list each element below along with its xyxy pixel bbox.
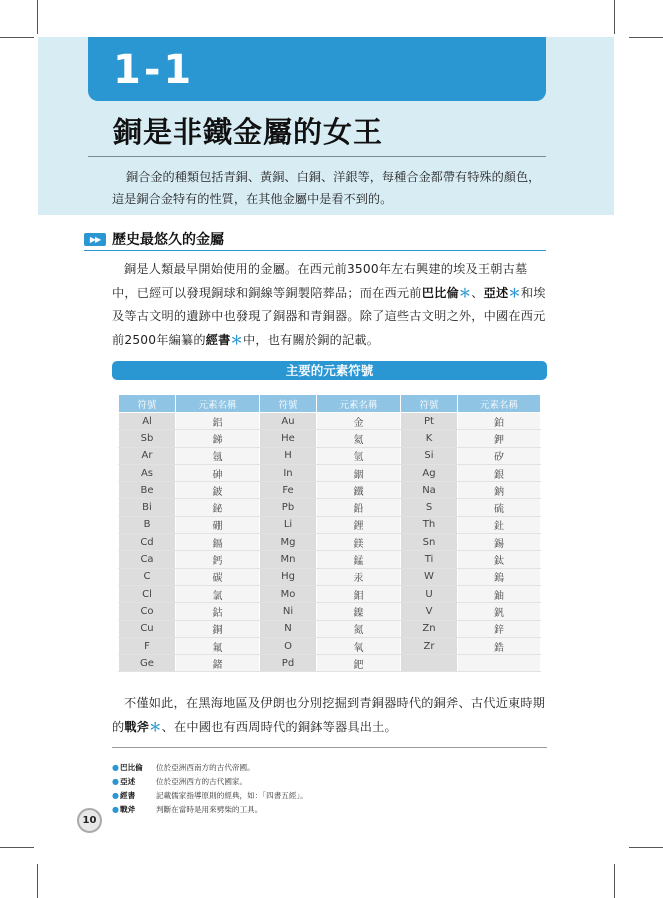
element-name-cell: 氧	[317, 637, 401, 654]
element-symbol-cell: Mg	[260, 534, 317, 551]
element-symbol-cell: N	[260, 620, 317, 637]
element-symbol-cell: Na	[401, 482, 458, 499]
element-name-cell: 釷	[458, 516, 541, 533]
table-row	[119, 447, 541, 464]
footnote-star: ＊	[149, 719, 162, 734]
element-name-cell: 氬	[176, 447, 260, 464]
element-name-cell: 鋯	[458, 637, 541, 654]
element-symbol-cell: Al	[119, 413, 176, 430]
element-name-cell: 銀	[458, 464, 541, 481]
element-symbol-cell	[401, 655, 458, 672]
element-symbol-cell: Mo	[260, 585, 317, 602]
term-assyria: 亞述	[483, 285, 509, 300]
chapter-number: 1-1	[113, 47, 195, 93]
table-row	[119, 516, 541, 533]
body-paragraph-1: 銅是人類最早開始使用的金屬。在西元前3500年左右興建的埃及王朝古墓中，已經可以發現銅球和銅線等銅製陪葬品；而在西元前巴比倫＊、亞述＊和埃及等古文明的遺跡中也發現了銅器和青銅器。除了這些古文明之外，中國在西元前2500年編纂的經書＊中，也有關於銅的記載。	[112, 262, 546, 347]
crop-mark	[37, 0, 38, 34]
element-name-cell: 鈹	[176, 482, 260, 499]
element-name-cell: 鈀	[317, 655, 401, 672]
footnote-term: 巴比倫	[120, 763, 143, 772]
section-underline	[84, 250, 546, 251]
element-name-cell: 錳	[317, 551, 401, 568]
element-name-cell: 鉀	[458, 430, 541, 447]
table-row	[119, 464, 541, 481]
table-row	[119, 655, 541, 672]
element-name-cell: 鈦	[458, 551, 541, 568]
element-name-cell: 氫	[317, 447, 401, 464]
element-symbol-cell: Co	[119, 603, 176, 620]
element-name-cell: 鈾	[458, 585, 541, 602]
element-symbol-cell: B	[119, 516, 176, 533]
element-name-cell: 鈷	[176, 603, 260, 620]
crop-mark	[629, 847, 663, 848]
element-symbol-cell: Th	[401, 516, 458, 533]
element-symbol-cell: V	[401, 603, 458, 620]
bullet-icon: ●	[112, 763, 119, 772]
element-symbol-cell: Zr	[401, 637, 458, 654]
element-symbol-cell: Hg	[260, 568, 317, 585]
element-symbol-cell: Be	[119, 482, 176, 499]
crop-mark	[37, 864, 38, 898]
element-name-cell: 硫	[458, 499, 541, 516]
footnote-definition: 判斷在當時是用來劈柴的工具。	[156, 805, 263, 814]
footnote-item	[112, 775, 547, 789]
element-symbol-cell: Sn	[401, 534, 458, 551]
element-symbol-cell: Ti	[401, 551, 458, 568]
column-header: 符號	[260, 395, 317, 413]
footnotes	[112, 761, 547, 817]
crop-mark	[614, 864, 615, 898]
element-name-cell: 鍺	[176, 655, 260, 672]
section-heading	[84, 230, 546, 250]
element-name-cell: 氯	[176, 585, 260, 602]
element-name-cell: 鋅	[458, 620, 541, 637]
crop-mark	[614, 0, 615, 34]
term-babylon: 巴比倫	[421, 285, 459, 300]
element-name-cell: 鎘	[176, 534, 260, 551]
element-name-cell: 硼	[176, 516, 260, 533]
body-paragraph-2: 不僅如此，在黑海地區及伊朗也分別挖掘到青銅器時代的銅斧、古代近東時期的戰斧＊、在中國也有西周時代的銅鉢等器具出土。	[112, 696, 546, 734]
element-name-cell: 鉍	[176, 499, 260, 516]
table-row	[119, 534, 541, 551]
element-name-cell: 鐵	[317, 482, 401, 499]
element-name-cell: 鉛	[317, 499, 401, 516]
element-name-cell: 矽	[458, 447, 541, 464]
element-name-cell: 銅	[176, 620, 260, 637]
table-row	[119, 499, 541, 516]
table-row	[119, 585, 541, 602]
element-symbol-cell: In	[260, 464, 317, 481]
table-row	[119, 413, 541, 430]
element-symbol-cell: Si	[401, 447, 458, 464]
element-name-cell: 鎳	[317, 603, 401, 620]
crop-mark	[629, 37, 663, 38]
element-symbol-cell: Mn	[260, 551, 317, 568]
term-battle-axe: 戰斧	[124, 719, 150, 734]
column-header: 符號	[401, 395, 458, 413]
element-name-cell: 錫	[458, 534, 541, 551]
element-symbol-cell: Pt	[401, 413, 458, 430]
element-name-cell: 釩	[458, 603, 541, 620]
element-name-cell: 氟	[176, 637, 260, 654]
element-symbol-cell: Ar	[119, 447, 176, 464]
chapter-intro: 銅合金的種類包括青銅、黃銅、白銅、洋銀等，每種合金都帶有特殊的顏色，這是銅合金特有的性質，在其他金屬中是看不到的。	[112, 170, 541, 206]
table-row	[119, 568, 541, 585]
table-title: 主要的元素符號	[112, 361, 547, 380]
element-name-cell: 銻	[176, 430, 260, 447]
footnote-item	[112, 789, 547, 803]
bullet-icon: ●	[112, 777, 119, 786]
element-symbol-cell: Fe	[260, 482, 317, 499]
element-name-cell	[458, 655, 541, 672]
element-symbol-table	[118, 394, 541, 672]
element-symbol-cell: S	[401, 499, 458, 516]
element-name-cell: 汞	[317, 568, 401, 585]
element-symbol-cell: Au	[260, 413, 317, 430]
footnote-definition: 位於亞洲西南方的古代帝國。	[156, 763, 255, 772]
page-title: 銅是非鐵金屬的女王	[113, 115, 384, 149]
crop-mark	[0, 847, 34, 848]
page-number: 10	[77, 808, 102, 833]
table-row	[119, 482, 541, 499]
element-symbol-cell: Pd	[260, 655, 317, 672]
element-symbol-cell: C	[119, 568, 176, 585]
element-symbol-cell: F	[119, 637, 176, 654]
term-classics: 經書	[205, 332, 231, 347]
element-symbol-cell: K	[401, 430, 458, 447]
element-name-cell: 氦	[317, 430, 401, 447]
element-symbol-cell: U	[401, 585, 458, 602]
table-row	[119, 637, 541, 654]
element-symbol-cell: Ge	[119, 655, 176, 672]
column-header: 元素名稱	[458, 395, 541, 413]
element-symbol-cell: He	[260, 430, 317, 447]
table-header-row	[119, 395, 541, 413]
element-name-cell: 鉑	[458, 413, 541, 430]
table-row	[119, 620, 541, 637]
footnote-star: ＊	[508, 285, 521, 300]
footnote-term: 戰斧	[120, 805, 136, 814]
element-symbol-cell: As	[119, 464, 176, 481]
element-name-cell: 鎂	[317, 534, 401, 551]
footnote-star: ＊	[458, 285, 472, 300]
element-name-cell: 砷	[176, 464, 260, 481]
bullet-icon: ●	[112, 805, 119, 814]
element-name-cell: 鈉	[458, 482, 541, 499]
footnote-star: ＊	[230, 332, 243, 347]
element-symbol-cell: Ni	[260, 603, 317, 620]
element-symbol-cell: Pb	[260, 499, 317, 516]
column-header: 符號	[119, 395, 176, 413]
table-row	[119, 430, 541, 447]
element-name-cell: 鋁	[176, 413, 260, 430]
element-symbol-cell: Ag	[401, 464, 458, 481]
element-name-cell: 鈣	[176, 551, 260, 568]
element-symbol-cell: Cd	[119, 534, 176, 551]
table-row	[119, 603, 541, 620]
title-divider	[88, 156, 546, 157]
footnote-divider	[112, 747, 547, 748]
column-header: 元素名稱	[317, 395, 401, 413]
element-name-cell: 氮	[317, 620, 401, 637]
element-symbol-cell: Li	[260, 516, 317, 533]
element-symbol-cell: Bi	[119, 499, 176, 516]
element-name-cell: 碳	[176, 568, 260, 585]
element-symbol-cell: Ca	[119, 551, 176, 568]
element-symbol-cell: O	[260, 637, 317, 654]
section-title: 歷史最悠久的金屬	[112, 232, 224, 248]
element-symbol-cell: Cl	[119, 585, 176, 602]
element-name-cell: 鎢	[458, 568, 541, 585]
footnote-item	[112, 803, 547, 817]
element-symbol-cell: H	[260, 447, 317, 464]
element-symbol-cell: W	[401, 568, 458, 585]
element-name-cell: 鉬	[317, 585, 401, 602]
element-name-cell: 銦	[317, 464, 401, 481]
double-arrow-icon: ▶▶	[84, 233, 106, 246]
element-symbol-cell: Cu	[119, 620, 176, 637]
element-name-cell: 鋰	[317, 516, 401, 533]
bullet-icon: ●	[112, 791, 119, 800]
footnote-item	[112, 761, 547, 775]
element-symbol-cell: Zn	[401, 620, 458, 637]
footnote-definition: 位於亞洲西方的古代國家。	[156, 777, 248, 786]
element-symbol-cell: Sb	[119, 430, 176, 447]
element-name-cell: 金	[317, 413, 401, 430]
footnote-term: 亞述	[120, 777, 136, 786]
footnote-term: 經書	[120, 791, 136, 800]
crop-mark	[0, 37, 34, 38]
footnote-definition: 記載儒家指導原則的經典，如：「四書五經」。	[156, 791, 308, 800]
column-header: 元素名稱	[176, 395, 260, 413]
table-row	[119, 551, 541, 568]
